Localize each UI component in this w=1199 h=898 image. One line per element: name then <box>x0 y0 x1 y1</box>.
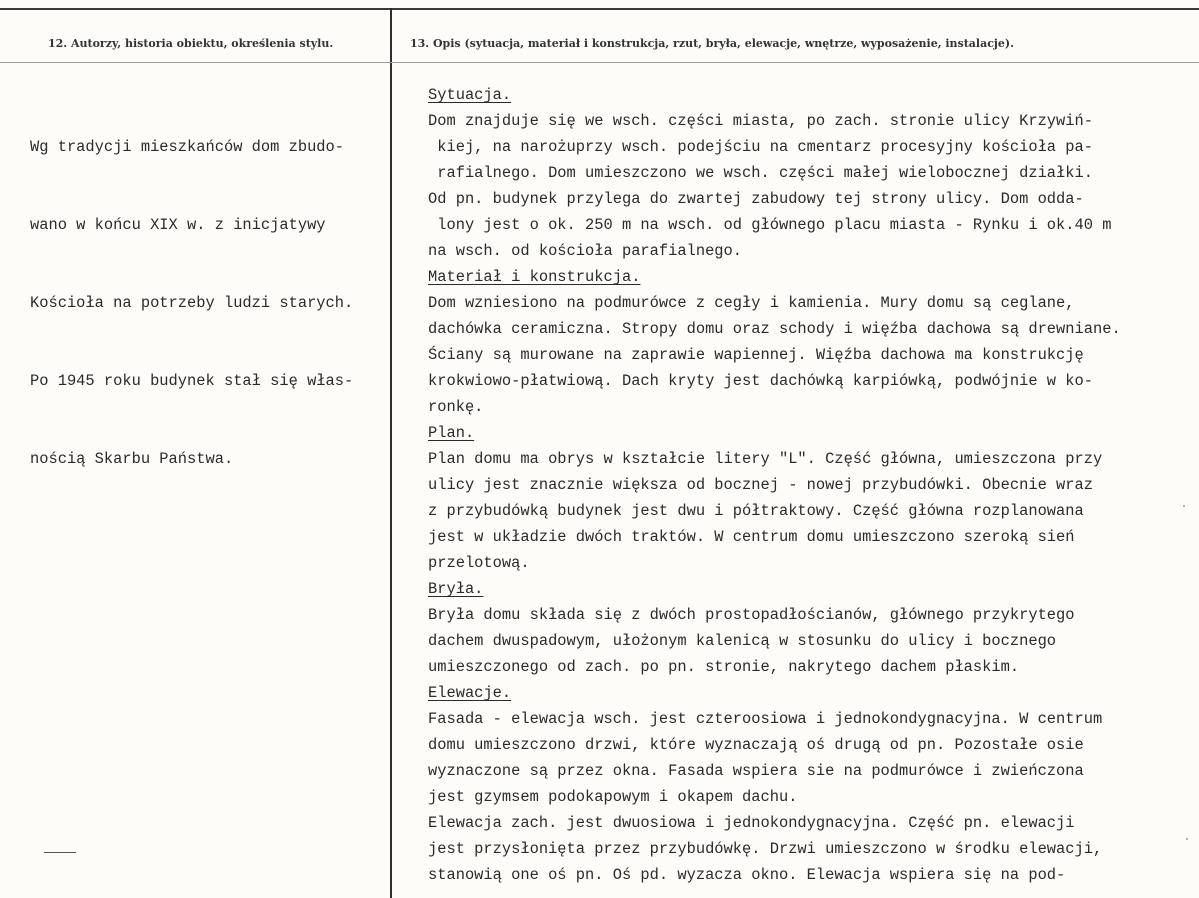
left-text-line: wano w końcu XIX w. z inicjatywy <box>30 216 326 234</box>
body-text-line: ulicy jest znacznie większa od bocznej - nowej przybudówki. Obecnie wraz <box>428 476 1093 494</box>
body-text-line: dachówka ceramiczna. Stropy domu oraz schody i więźba dachowa są drewniane. <box>428 320 1121 338</box>
section-heading: Sytuacja. <box>428 86 512 104</box>
body-text-line: Dom znajduje się we wsch. części miasta, po zach. stronie ulicy Krzywiń- <box>428 112 1093 130</box>
body-text-line: rafialnego. Dom umieszczono we wsch. części małej wielobocznej działki. <box>428 164 1093 182</box>
left-column-header: 12. Autorzy, historia obiektu, określenia stylu. <box>48 37 334 50</box>
left-text-line: Kościoła na potrzeby ludzi starych. <box>30 294 354 312</box>
body-text-line: domu umieszczono drzwi, które wyznaczają oś drugą od pn. Pozostałe osie <box>428 736 1084 754</box>
section-heading: Elewacje. <box>428 684 512 702</box>
top-rule <box>0 8 1199 10</box>
right-column-header: 13. Opis (sytuacja, materiał i konstrukcja, rzut, bryła, elewacje, wnętrze, wyposażenie, instalacje). <box>410 37 1014 50</box>
body-text-line: Bryła domu składa się z dwóch prostopadłościanów, głównego przykrytego <box>428 606 1075 624</box>
right-column-text <box>428 82 1121 888</box>
body-text-line: Elewacja zach. jest dwuosiowa i jednokondygnacyjna. Część pn. elewacji <box>428 814 1075 832</box>
body-text-line: dachem dwuspadowym, ułożonym kalenicą w stosunku do ulicy i bocznego <box>428 632 1057 650</box>
left-text-line: Po 1945 roku budynek stał się włas- <box>30 372 354 390</box>
body-text-line: Od pn. budynek przylega do zwartej zabudowy tej strony ulicy. Dom odda- <box>428 190 1084 208</box>
left-column-text <box>30 82 353 524</box>
paper-speck <box>1186 838 1188 840</box>
body-text-line: Dom wzniesiono na podmurówce z cegły i kamienia. Mury domu są ceglane, <box>428 294 1075 312</box>
body-text-line: Ściany są murowane na zaprawie wapiennej. Więźba dachowa ma konstrukcję <box>428 346 1084 364</box>
body-text-line: umieszczonego od zach. po pn. stronie, nakrytego dachem płaskim. <box>428 658 1020 676</box>
body-text-line: lony jest o ok. 250 m na wsch. od głównego placu miasta - Rynku i ok.40 m <box>428 216 1112 234</box>
left-text-line: Wg tradycji mieszkańców dom zbudo- <box>30 138 345 156</box>
body-text-line: kiej, na narożuprzy wsch. podejściu na cmentarz procesyjny kościoła pa- <box>428 138 1093 156</box>
body-text-line: wyznaczone są przez okna. Fasada wspiera sie na podmurówce i zwieńczona <box>428 762 1084 780</box>
section-heading: Plan. <box>428 424 475 442</box>
body-text-line: jest gzymsem podokapowym i okapem dachu. <box>428 788 798 806</box>
left-text-line: nością Skarbu Państwa. <box>30 450 234 468</box>
body-text-line: krokwiowo-płatwiową. Dach kryty jest dachówką karpiówką, podwójnie w ko- <box>428 372 1093 390</box>
paper-speck <box>1183 505 1185 507</box>
header-rule <box>0 62 1199 63</box>
section-heading: Materiał i konstrukcja. <box>428 268 641 286</box>
body-text-line: Fasada - elewacja wsch. jest czteroosiowa i jednokondygnacyjna. W centrum <box>428 710 1103 728</box>
section-heading: Bryła. <box>428 580 484 598</box>
body-text-line: Plan domu ma obrys w kształcie litery "L". Część główna, umieszczona przy <box>428 450 1103 468</box>
body-text-line: przelotową. <box>428 554 530 572</box>
body-text-line: na wsch. od kościoła parafialnego. <box>428 242 743 260</box>
body-text-line: stanowią one oś pn. Oś pd. wyzacza okno. Elewacja wspiera się na pod- <box>428 866 1066 884</box>
body-text-line: z przybudówką budynek jest dwu i półtraktowy. Część główna rozplanowana <box>428 502 1084 520</box>
body-text-line: jest przysłonięta przez przybudówkę. Drzwi umieszczono w środku elewacji, <box>428 840 1103 858</box>
bottom-dash <box>44 852 76 853</box>
column-divider <box>390 8 392 898</box>
body-text-line: ronkę. <box>428 398 484 416</box>
body-text-line: jest w układzie dwóch traktów. W centrum domu umieszczono szeroką sień <box>428 528 1075 546</box>
